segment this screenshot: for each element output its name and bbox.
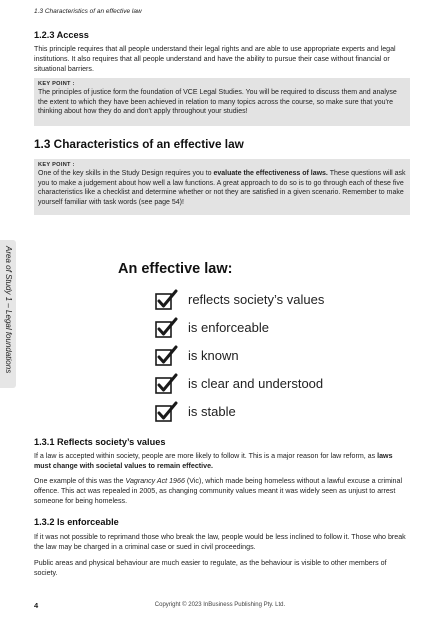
checkbox-tick-icon (154, 401, 178, 423)
effective-law-checklist (34, 261, 410, 421)
checkbox-tick-icon (154, 373, 178, 395)
checklist-item (154, 401, 394, 423)
key-point-box-2 (34, 159, 410, 215)
checklist-item-label: is clear and understood (188, 376, 324, 391)
copyright-notice: Copyright © 2023 InBusiness Publishing Pty. Ltd. (154, 602, 286, 608)
heading-1-3-1: 1.3.1 Reflects society’s values (34, 437, 166, 447)
key-point-text-start: One of the key skills in the Study Design requires you to (38, 170, 214, 177)
vagrancy-act-title: Vagrancy Act 1966 (125, 477, 185, 485)
key-point-text (38, 169, 406, 207)
checklist-title: An effective law: (118, 261, 233, 277)
heading-1-3-2: 1.3.2 Is enforceable (34, 517, 119, 527)
access-paragraph: This principle requires that all people understand their legal rights and are able to use appropriate experts and legal institutions. It also requires that all people understand and have the ability to pursue their case without financial or situational barriers. (34, 45, 396, 73)
section-heading-1-3: 1.3 Characteristics of an effective law (34, 137, 244, 151)
checklist-item (154, 345, 394, 367)
running-head: 1.3 Characteristics of an effective law (34, 8, 142, 15)
key-point-label: KEY POINT : (38, 162, 75, 168)
vagrancy-text-end: (Vic), which made being homeless without a lawful excuse a criminal offence. This act was repealed in 2005, as changing community values meant it was widely seen as unjust to arrest someone for being homeless. (34, 477, 403, 505)
key-point-text: The principles of justice form the foundation of VCE Legal Studies. You will be required to discuss them and analyse the extent to which they have been achieved in relation to many topics across the course, so make sure that you're thinking about how they do and don't apply throughout your studies! (38, 89, 397, 116)
values-paragraph-1 (34, 452, 410, 472)
side-tab-label: Area of Study 1 – Legal foundations (4, 246, 13, 374)
key-point-box-1 (34, 78, 410, 126)
enforceable-paragraph-2: Public areas and physical behaviour are much easier to regulate, as the behaviour is visible to other members of society. (34, 559, 387, 577)
key-point-label: KEY POINT : (38, 81, 75, 87)
checklist-item-label: is enforceable (188, 320, 269, 335)
checklist-item (154, 373, 394, 395)
enforceable-paragraph-1: If it was not possible to reprimand those who break the law, people would be less inclined to follow it. Those who break the law may be charged in a criminal case or sued in civil proceedings. (34, 533, 406, 551)
vagrancy-text-start: One example of this was the (34, 477, 126, 485)
values-emphasis: laws must change with societal values to remain effective. (34, 452, 393, 470)
checklist-item-label: is known (188, 348, 239, 363)
checklist-item-label: reflects society’s values (188, 292, 325, 307)
checkbox-tick-icon (154, 289, 178, 311)
values-text-start: If a law is accepted within society, people are more likely to follow it. This is a major reason for law reform, as (34, 452, 378, 460)
checkbox-tick-icon (154, 345, 178, 367)
checklist-item (154, 317, 394, 339)
area-of-study-side-tab (0, 240, 16, 388)
key-point-text-end: These questions will ask you to make a judgement about how well a law functions. A great approach to do so is to go through each of these five characteristics like a checklist and determine whether or not they are satisfied in a given scenario. Remember to make yourself familiar with task words (see page 54)! (38, 170, 406, 206)
checklist-item-label: is stable (188, 404, 236, 419)
key-point-emphasis: evaluate the effectiveness of laws. (213, 170, 328, 177)
checklist-item (154, 289, 394, 311)
heading-1-2-3: 1.2.3 Access (34, 30, 89, 40)
values-paragraph-2 (34, 477, 410, 506)
checkbox-tick-icon (154, 317, 178, 339)
page-number: 4 (34, 601, 39, 610)
